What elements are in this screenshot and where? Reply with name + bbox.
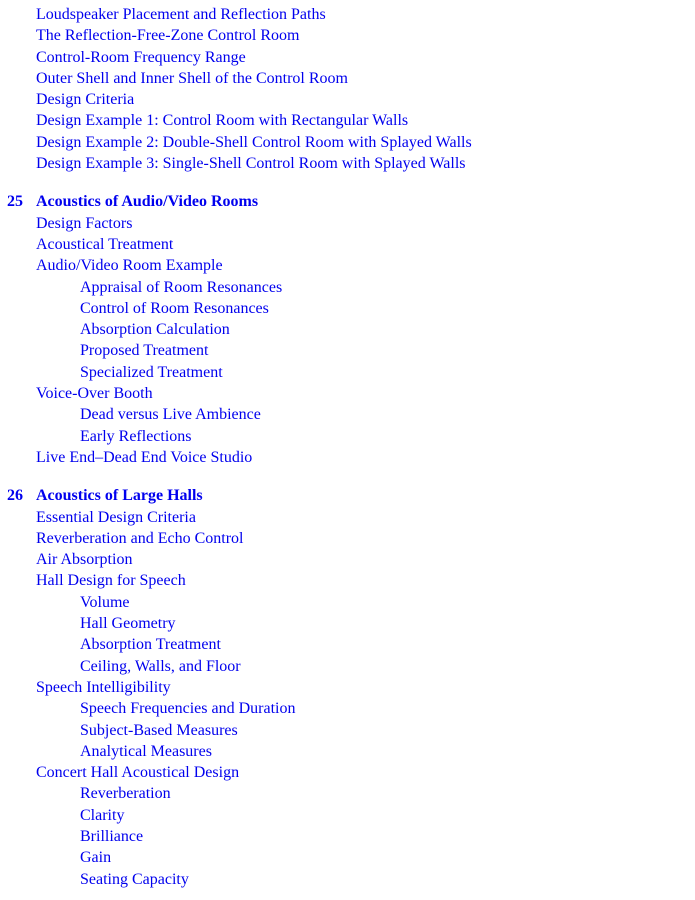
intro-section [0,4,695,174]
toc-link[interactable]: Speech Intelligibility [36,678,171,696]
table-of-contents [0,4,695,890]
toc-sublink[interactable]: Control of Room Resonances [80,299,269,317]
toc-sublink[interactable]: Appraisal of Room Resonances [80,278,283,296]
toc-link[interactable]: Outer Shell and Inner Shell of the Control Room [36,69,348,87]
toc-link[interactable]: Acoustical Treatment [36,235,174,253]
chapter-26-entries [0,507,695,890]
toc-link[interactable]: Live End–Dead End Voice Studio [36,448,253,466]
toc-link[interactable]: Hall Design for Speech [36,572,186,590]
chapter-25-entries [0,213,695,469]
toc-link[interactable]: The Reflection-Free-Zone Control Room [36,27,300,45]
toc-sublink[interactable]: Clarity [80,806,125,824]
toc-sublink[interactable]: Proposed Treatment [80,342,209,360]
toc-link[interactable]: Essential Design Criteria [36,508,196,526]
chapter-number: 25 [7,193,23,211]
chapter-heading[interactable] [0,485,695,506]
toc-sublink[interactable]: Ceiling, Walls, and Floor [80,657,241,675]
toc-sublink[interactable]: Analytical Measures [80,742,212,760]
toc-sublink[interactable]: Reverberation [80,785,171,803]
toc-link[interactable]: Design Criteria [36,91,135,109]
chapter-title[interactable]: Acoustics of Audio/Video Rooms [36,193,259,211]
toc-link[interactable]: Concert Hall Acoustical Design [36,764,240,782]
chapter-title[interactable]: Acoustics of Large Halls [36,487,203,505]
toc-link[interactable]: Design Example 3: Single-Shell Control Room with Splayed Walls [36,155,466,173]
toc-sublink[interactable]: Hall Geometry [80,615,176,633]
toc-link[interactable]: Reverberation and Echo Control [36,529,244,547]
toc-sublink[interactable]: Brilliance [80,827,144,845]
toc-link[interactable]: Voice-Over Booth [36,385,153,403]
chapter-25-section [0,191,695,468]
toc-link[interactable]: Design Example 2: Double-Shell Control Room with Splayed Walls [36,133,472,151]
toc-link[interactable]: Air Absorption [36,551,133,569]
toc-link[interactable]: Design Example 1: Control Room with Rectangular Walls [36,112,409,130]
toc-sublink[interactable]: Dead versus Live Ambience [80,406,261,424]
toc-link[interactable]: Control-Room Frequency Range [36,48,246,66]
chapter-number: 26 [7,487,23,505]
chapter-26-section [0,485,695,890]
toc-link[interactable]: Design Factors [36,214,133,232]
toc-sublink[interactable]: Absorption Treatment [80,636,221,654]
toc-sublink[interactable]: Subject-Based Measures [80,721,238,739]
toc-link[interactable]: Audio/Video Room Example [36,257,223,275]
toc-sublink[interactable]: Speech Frequencies and Duration [80,700,296,718]
toc-sublink[interactable]: Seating Capacity [80,870,189,888]
toc-link[interactable]: Loudspeaker Placement and Reflection Paths [36,6,326,23]
toc-sublink[interactable]: Absorption Calculation [80,321,230,339]
toc-sublink[interactable]: Early Reflections [80,427,192,445]
toc-sublink[interactable]: Gain [80,849,112,867]
chapter-heading[interactable] [0,191,695,212]
toc-sublink[interactable]: Volume [80,593,130,611]
toc-sublink[interactable]: Specialized Treatment [80,363,223,381]
